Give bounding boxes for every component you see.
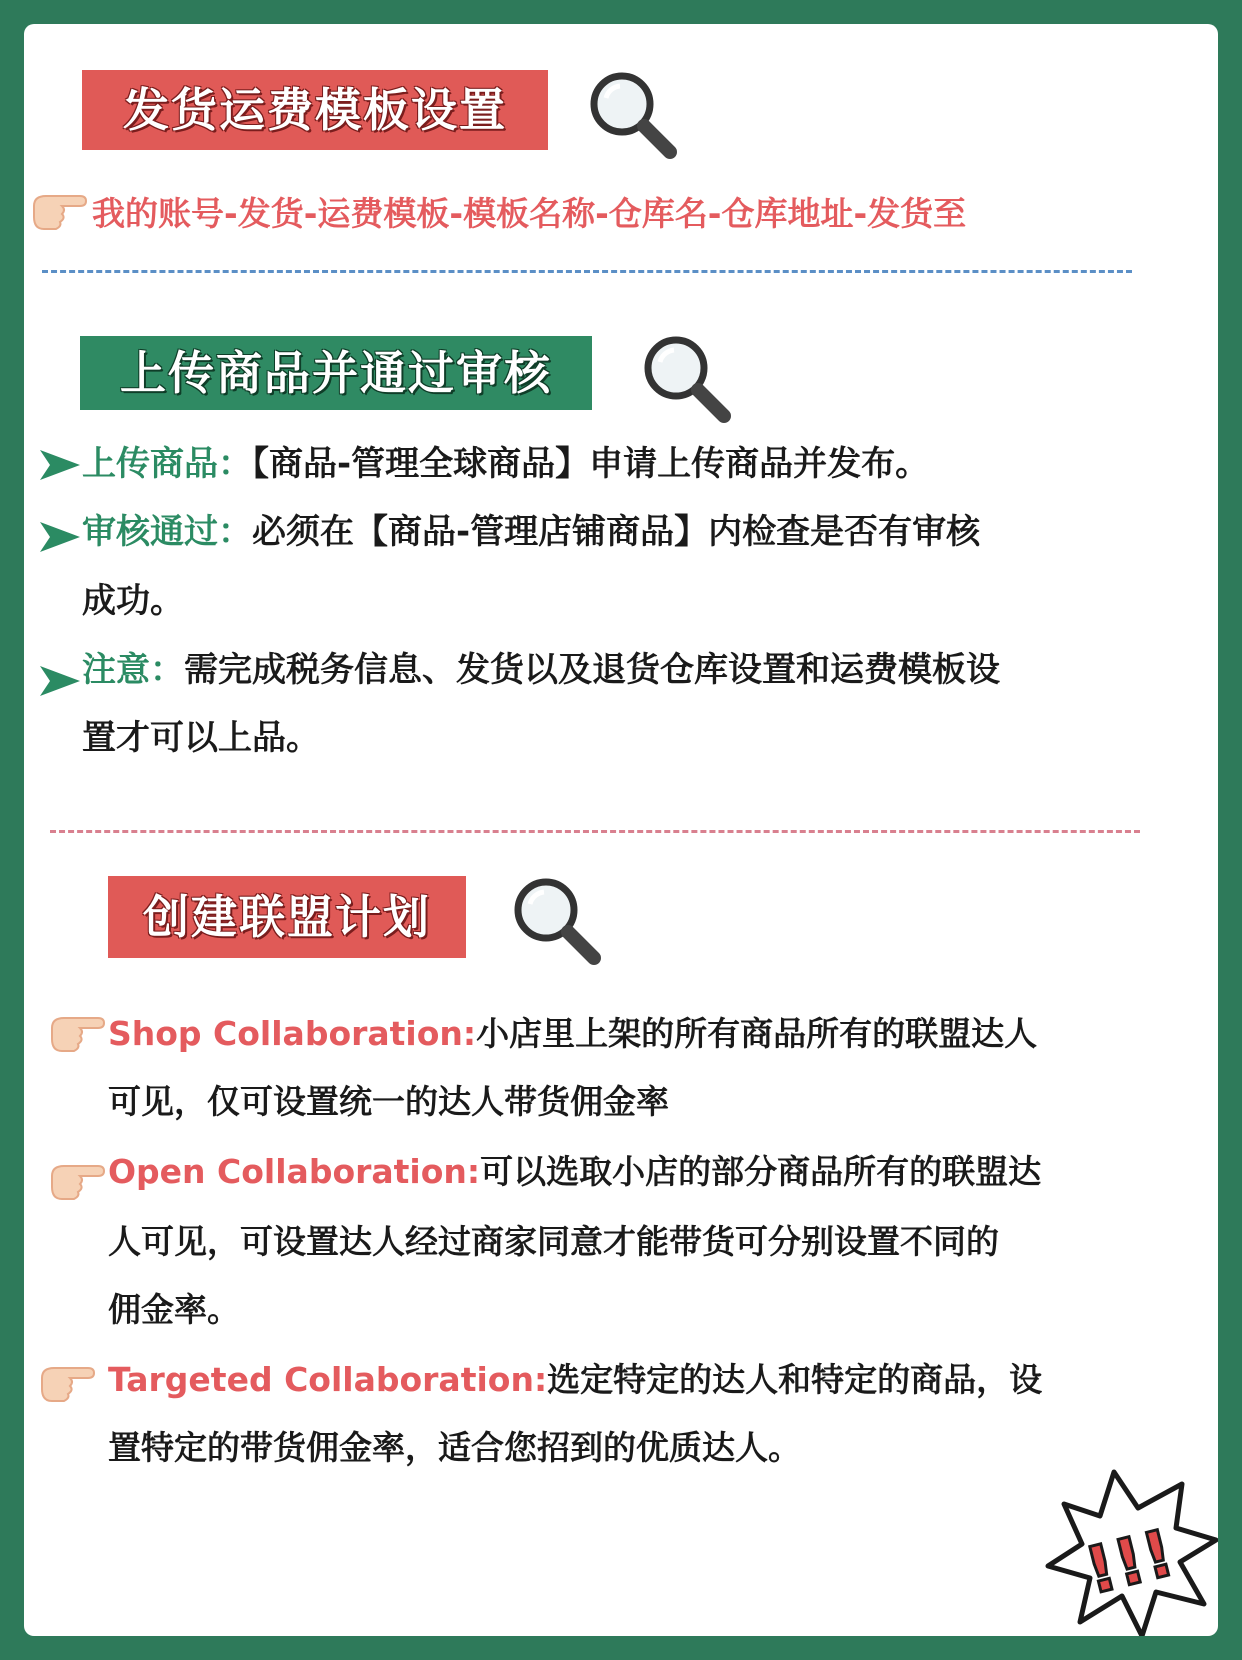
pointing-hand-icon xyxy=(38,1360,98,1406)
item-text: 小店里上架的所有商品所有的联盟达人 xyxy=(476,1014,1038,1053)
note-item xyxy=(82,648,1000,692)
section-title-shipping-template: 发货运费模板设置 xyxy=(82,70,548,150)
shop-collaboration-cont: 可见，仅可设置统一的达人带货佣金率 xyxy=(108,1082,669,1121)
pointing-hand-icon xyxy=(48,1158,108,1204)
item-label: 上传商品： xyxy=(82,444,252,484)
item-text: 需完成税务信息、发货以及退货仓库设置和运费模板设 xyxy=(184,650,1000,690)
shipping-template-path: 我的账号-发货-运费模板-模板名称-仓库名-仓库地址-发货至 xyxy=(92,194,967,233)
pointing-hand-icon xyxy=(48,1010,108,1056)
divider-blue xyxy=(42,270,1132,273)
open-collaboration-cont-2: 佣金率。 xyxy=(108,1290,240,1329)
item-text: 选定特定的达人和特定的商品，设 xyxy=(547,1360,1043,1399)
section-title-upload-products: 上传商品并通过审核 xyxy=(80,336,592,410)
item-label: 注意： xyxy=(82,650,184,690)
item-text: 必须在【商品-管理店铺商品】内检查是否有审核 xyxy=(252,512,981,552)
magnifier-icon xyxy=(584,68,684,164)
section-title-affiliate-plan: 创建联盟计划 xyxy=(108,876,466,958)
note-item-cont: 置才可以上品。 xyxy=(82,718,320,758)
arrow-bullet-icon xyxy=(38,520,82,554)
item-label: Open Collaboration: xyxy=(108,1152,481,1191)
item-text: 【商品-管理全球商品】申请上传商品并发布。 xyxy=(252,444,930,484)
review-passed-item xyxy=(82,510,980,554)
targeted-collaboration-item xyxy=(108,1358,1042,1402)
divider-pink xyxy=(50,830,1140,833)
arrow-bullet-icon xyxy=(38,664,82,698)
targeted-collaboration-cont: 置特定的带货佣金率，适合您招到的优质达人。 xyxy=(108,1428,801,1467)
item-label: Shop Collaboration: xyxy=(108,1014,477,1053)
review-passed-item-cont: 成功。 xyxy=(82,581,184,621)
shop-collaboration-item xyxy=(108,1012,1037,1056)
item-label: 审核通过： xyxy=(82,512,252,552)
magnifier-icon xyxy=(508,874,608,970)
magnifier-icon xyxy=(638,332,738,428)
open-collaboration-cont-1: 人可见，可设置达人经过商家同意才能带货可分别设置不同的 xyxy=(108,1222,999,1261)
upload-product-item xyxy=(82,442,929,486)
burst-text: !!! xyxy=(1078,1516,1182,1610)
exclamation-burst-icon xyxy=(1044,1464,1218,1636)
arrow-bullet-icon xyxy=(38,448,82,482)
content-card xyxy=(24,24,1218,1636)
item-text: 可以选取小店的部分商品所有的联盟达 xyxy=(480,1152,1042,1191)
item-label: Targeted Collaboration: xyxy=(108,1360,548,1399)
open-collaboration-item xyxy=(108,1150,1041,1194)
pointing-hand-icon xyxy=(30,188,90,234)
